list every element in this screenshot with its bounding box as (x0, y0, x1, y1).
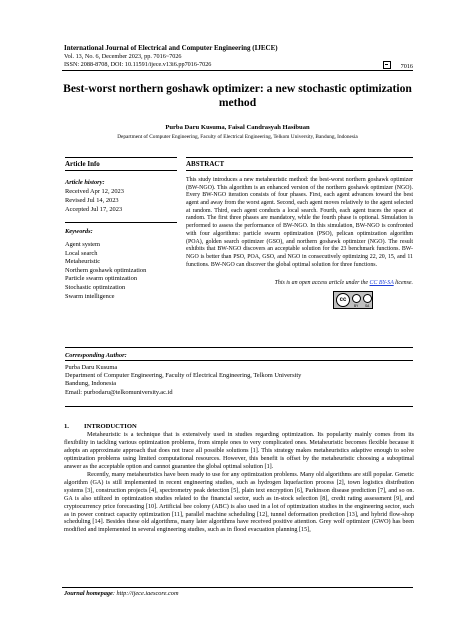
share-alike-icon (363, 294, 372, 303)
journal-homepage (64, 590, 179, 597)
license-link[interactable]: CC BY-SA (369, 280, 394, 286)
history-accepted: Accepted Jul 17, 2023 (65, 205, 123, 213)
abstract-text: This study introduces a new metaheuristic method: the best-worst northern goshawk optimizer (BW-NGO). This algorithm is an enhanced version of the northern goshawk optimizer (NGO). Every BW-NGO iteration consists of four phases. First, each agent advances toward the best agent and away from the worst agent. Second, each agent moves relatively to the agent selected at random. Third, each agent conducts a local search. Fourth, each agent traces the space at random. The first three phases are mandatory, while the fourth phase is optional. Simulation is performed to assess the performance of BW-NGO. In this simulation, BW-NGO is confronted with four algorithms: particle swarm optimization (PSO), pelican optimization algorithm (POA), golden search optimizer (GSO), and northern goshawk optimizer (NGO). The result exhibits that BW-NGO discovers an acceptable solution for the 23 benchmark functions. BW-NGO is better than PSO, POA, GSO, and NGO in consecutively optimizing 22, 20, 15, and 11 functions. BW-NGO can discover the global optimal solution for three functions. (186, 177, 413, 268)
homepage-url[interactable]: : http://ijece.iaescore.com (112, 590, 179, 597)
attribution-icon (352, 294, 361, 303)
history-list (65, 188, 124, 214)
cc-icon: cc (336, 293, 350, 307)
license-prefix: This is an open access article under the (274, 280, 370, 286)
corresponding-city: Bandung, Indonesia (65, 380, 117, 388)
keyword-item: Local search (65, 249, 98, 257)
introduction-heading (64, 423, 137, 430)
corresponding-name: Purba Daru Kusuma (65, 364, 118, 371)
by-label: BY (354, 304, 359, 308)
abstract-rule-bottom (186, 170, 413, 171)
keywords-heading: Keywords: (65, 228, 93, 235)
introduction-body (64, 432, 414, 535)
corresponding-email: Email: purbodaru@telkomuniversity.ac.id (65, 388, 173, 396)
volume-info: Vol. 13, No. 6, December 2023, pp. 7016~7026 (64, 53, 182, 60)
sa-label: SA (365, 304, 370, 308)
page-number (383, 61, 413, 70)
section-number: 1. (64, 423, 69, 430)
authors: Purba Daru Kusuma, Faisal Candrasyah Hasibuan (165, 124, 310, 131)
paragraph: Recently, many metaheuristics have been ready to use for any optimization problems. Many old algorithms are still popular. Genetic algorithm (GA) is still implemented in recent engineering studies, such as hydrogen liquefaction process [2], town logistics distribution systems [3], construction projects [4], spectrometry peak detection [5], plain text encryption [6], Parkinson disease prediction [7], and so on. GA is also utilized in optimization studies related to the financial sector, such as in-stock selection [8], credit rating assessment [9], and cryptocurrency price forecasting [10]. Artificial bee colony (ABC) is also used in a lot of optimization studies in the engineering sector, such as in power contract capacity optimization [11], parallel machine scheduling [12], tunnel deformation prediction [13], and hybrid flow-shop scheduling [14]. Besides these old algorithms, many later algorithms have received positive attention. Grey wolf optimizer (GWO) has been modified and implemented in several engineering studies, such as in flood evacuation planning [15], (64, 471, 414, 534)
corresponding-heading: Corresponding Author: (65, 352, 127, 359)
page-icon (383, 61, 391, 69)
page-number-label: 7016 (400, 63, 413, 70)
abstract-rule-top (186, 157, 413, 158)
history-received: Received Apr 12, 2023 (65, 188, 124, 195)
article-info-rule-bottom (65, 170, 177, 171)
article-info-rule-top (65, 157, 177, 158)
keyword-item: Stochastic optimization (65, 283, 126, 291)
keyword-item: Swarm intelligence (65, 292, 115, 300)
keyword-item: Particle swarm optimization (65, 275, 138, 283)
license-statement (186, 280, 413, 286)
history-heading: Article history: (65, 179, 105, 186)
abstract-heading: ABSTRACT (186, 160, 225, 168)
keyword-item: Metaheuristic (65, 258, 101, 266)
keywords-list (65, 241, 146, 301)
corresponding-details (65, 364, 301, 397)
cc-by-sa-badge[interactable] (333, 291, 373, 309)
journal-name: International Journal of Electrical and Computer Engineering (IJECE) (64, 44, 278, 52)
footer-rule (62, 587, 413, 588)
section-title: INTRODUCTION (84, 423, 137, 430)
paragraph: Metaheuristic is a technique that is extensively used in studies regarding optimization. Its popularity mainly comes from its flexibility in tackling various optimization problems, from simple ones to very complicated ones. Metaheuristic becomes flexible because it adopts an approximate approach that does not trace all possible solutions [1]. This strategy makes metaheuristics adaptive enough to solve optimization problems using limited computational resources. However, this benefit is offset by the metaheuristic choosing a suboptimal answer as the acceptable option and cannot guarantee the global optimal solution [1]. (64, 432, 414, 470)
header-rule (62, 70, 413, 71)
issn-doi: ISSN: 2088-8708, DOI: 10.11591/ijece.v13i6.pp7016-7026 (64, 61, 212, 68)
license-suffix: license. (393, 280, 413, 286)
corresponding-rule-top (65, 347, 413, 348)
keyword-item: Agent system (65, 241, 100, 248)
article-info-heading: Article Info (65, 160, 100, 168)
homepage-label: Journal homepage (64, 590, 113, 597)
keyword-item: Northern goshawk optimization (65, 266, 147, 274)
paper-title: Best-worst northern goshawk optimizer: a new stochastic optimization method (63, 82, 412, 109)
corresponding-rule-bottom (65, 360, 413, 361)
history-revised: Revised Jul 14, 2023 (65, 196, 119, 204)
keywords-rule (65, 222, 177, 223)
corresponding-rule-end (65, 406, 413, 407)
affiliation: Department of Computer Engineering, Faculty of Electrical Engineering, Telkom University, Bandung, Indonesia (117, 134, 358, 140)
corresponding-department: Department of Computer Engineering, Faculty of Electrical Engineering, Telkom University (65, 372, 302, 380)
